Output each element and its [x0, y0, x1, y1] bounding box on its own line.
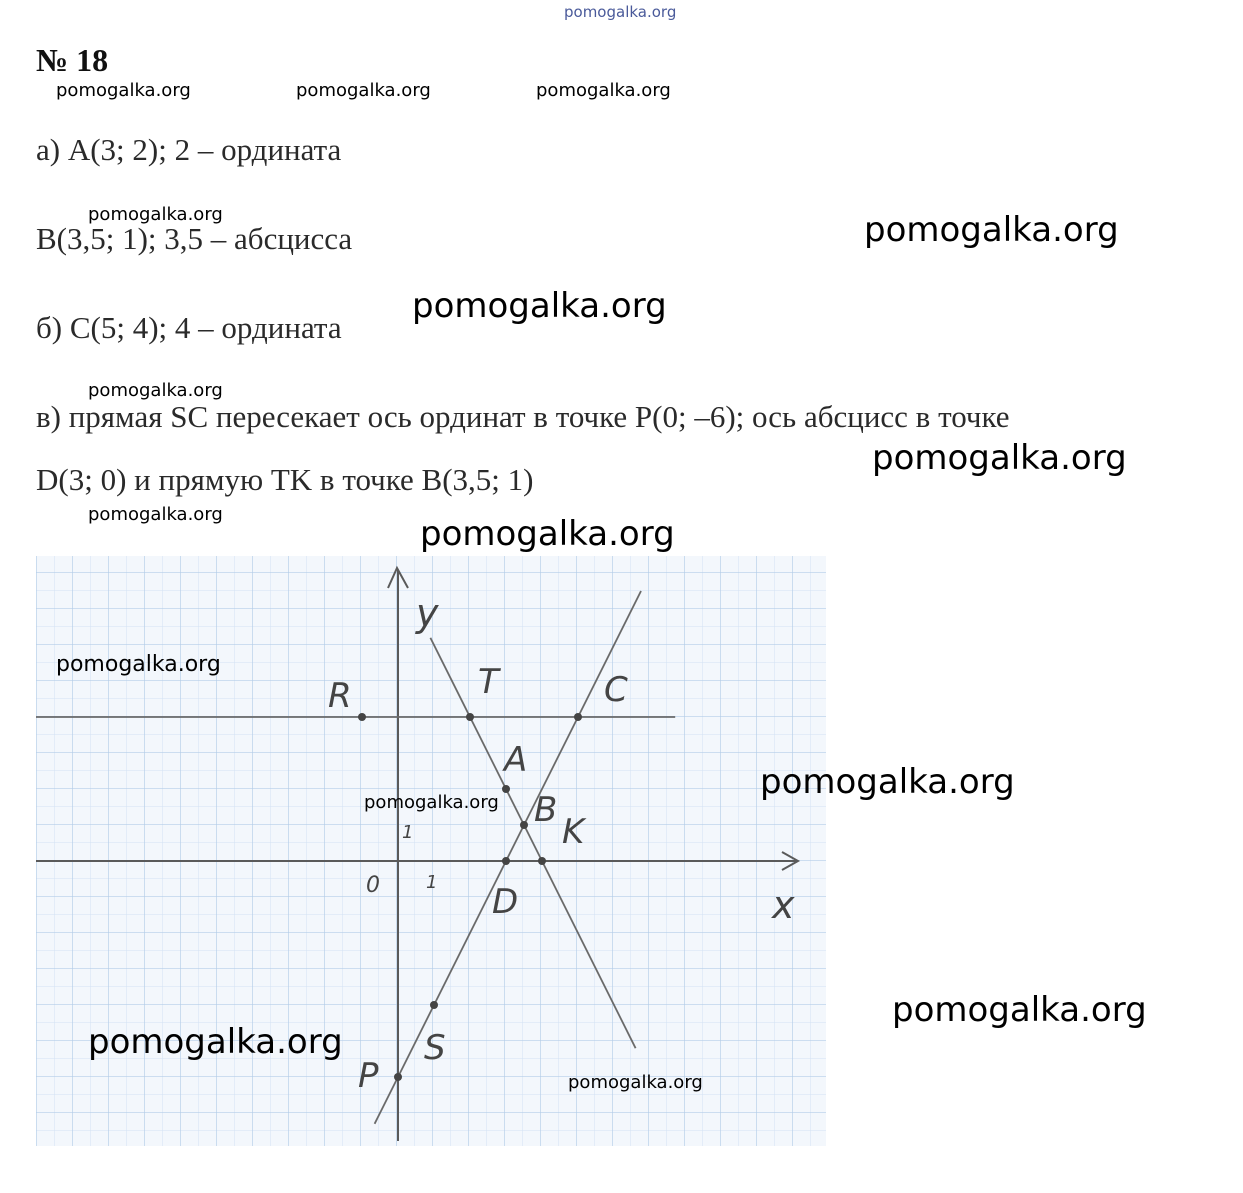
watermark-large: pomogalka.org: [892, 990, 1147, 1030]
x-axis-label: x: [772, 883, 795, 927]
watermark-large: pomogalka.org: [420, 514, 675, 554]
answer-line-b: B(3,5; 1); 3,5 – абсцисса: [36, 221, 353, 256]
point-label-s: S: [424, 1028, 446, 1068]
unit-x-label: 1: [426, 872, 438, 893]
watermark-large: pomogalka.org: [760, 762, 1015, 802]
point-label-a: A: [504, 740, 528, 780]
watermark-small: pomogalka.org: [364, 792, 499, 813]
point-label-b: B: [534, 790, 558, 830]
point-d: [502, 857, 510, 865]
point-c: [574, 713, 582, 721]
watermark-small: pomogalka.org: [88, 380, 223, 401]
point-s: [430, 1001, 438, 1009]
point-r: [358, 713, 366, 721]
watermark-small: pomogalka.org: [88, 204, 223, 225]
unit-y-label: 1: [402, 822, 414, 843]
watermark-large: pomogalka.org: [412, 286, 667, 326]
problem-title: № 18: [36, 42, 109, 78]
watermark-small: pomogalka.org: [568, 1072, 703, 1093]
point-t: [466, 713, 474, 721]
answer-line-d: в) прямая SC пересекает ось ординат в точке P(0; –6); ось абсцисс в точке: [36, 399, 1010, 434]
watermark-small: pomogalka.org: [56, 652, 221, 677]
answer-line-a: а) A(3; 2); 2 – ордината: [36, 132, 342, 167]
watermark-small: pomogalka.org: [88, 504, 223, 525]
answer-line-c: б) C(5; 4); 4 – ордината: [36, 310, 342, 345]
watermark-small: pomogalka.org: [56, 80, 191, 101]
point-label-p: P: [358, 1056, 379, 1096]
point-k: [538, 857, 546, 865]
point-label-r: R: [328, 676, 352, 716]
header-watermark: pomogalka.org: [564, 3, 677, 21]
answer-line-e: D(3; 0) и прямую TK в точке B(3,5; 1): [36, 462, 534, 497]
origin-label: 0: [366, 873, 380, 898]
watermark-large: pomogalka.org: [872, 438, 1127, 478]
point-label-k: K: [562, 812, 585, 852]
point-label-t: T: [478, 662, 499, 702]
watermark-large: pomogalka.org: [88, 1022, 343, 1062]
watermark-small: pomogalka.org: [536, 80, 671, 101]
point-label-d: D: [492, 882, 519, 922]
watermark-small: pomogalka.org: [296, 80, 431, 101]
watermark-large: pomogalka.org: [864, 210, 1119, 250]
point-b: [520, 821, 528, 829]
y-axis-label: y: [416, 591, 439, 635]
point-a: [502, 785, 510, 793]
point-label-c: C: [604, 670, 628, 710]
point-p: [394, 1073, 402, 1081]
